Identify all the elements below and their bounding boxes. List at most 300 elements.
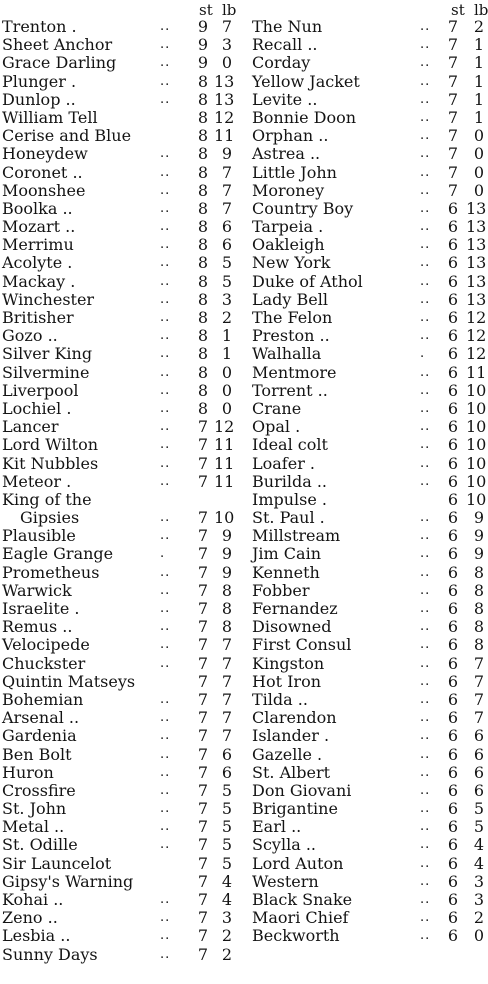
horse-name: Levite ..: [252, 89, 318, 109]
weight-pounds: 3: [221, 908, 232, 928]
weight-pounds: 1: [473, 53, 484, 73]
weight-pounds: 4: [221, 871, 232, 891]
horse-name: New York: [252, 253, 331, 273]
leader-dots: ..: [160, 164, 171, 180]
weight-entry: [2, 455, 240, 473]
weight-entry: [252, 836, 486, 854]
leader-dots: ..: [160, 910, 171, 926]
weight-pounds: 13: [466, 253, 487, 273]
horse-name: Liverpool: [2, 380, 79, 400]
weight-stone: 7: [197, 708, 208, 728]
weight-entry: [252, 545, 486, 563]
weight-entry: [2, 746, 240, 764]
horse-name: Jim Cain: [252, 544, 321, 564]
weight-stone: 6: [447, 562, 458, 582]
horse-name: Kingston: [252, 653, 325, 673]
weight-entry: [252, 673, 486, 691]
weight-pounds: 0: [473, 162, 484, 182]
weight-entry: [252, 364, 486, 382]
weight-pounds: 8: [221, 580, 232, 600]
weight-stone: 7: [197, 890, 208, 909]
leader-dots: ..: [420, 564, 431, 580]
leader-dots: ..: [420, 291, 431, 307]
weight-entry: [2, 400, 240, 418]
horse-name: Kohai ..: [2, 890, 64, 909]
weight-pounds: 5: [221, 853, 232, 873]
weight-pounds: 2: [221, 944, 232, 964]
weight-stone: 8: [197, 380, 208, 400]
weight-pounds: 0: [221, 380, 232, 400]
weight-stone: 7: [197, 653, 208, 673]
weight-stone: 6: [447, 526, 458, 546]
weight-stone: 7: [447, 126, 458, 146]
weight-stone: 6: [447, 671, 458, 691]
weight-stone: 8: [197, 198, 208, 218]
weight-entry: [252, 327, 486, 345]
weight-pounds: 5: [221, 835, 232, 855]
horse-name: Boolka ..: [2, 198, 73, 218]
horse-name: King of the: [2, 489, 92, 509]
weight-pounds: 8: [473, 635, 484, 655]
horse-name: Bohemian: [2, 689, 84, 709]
horse-name: Preston ..: [252, 326, 330, 346]
leader-dots: ..: [160, 564, 171, 580]
horse-name: Black Snake: [252, 890, 353, 909]
weight-pounds: 0: [473, 926, 484, 946]
weight-pounds: 5: [221, 253, 232, 273]
horse-name: Gipsies: [20, 508, 80, 528]
leader-dots: ..: [160, 200, 171, 216]
horse-name: Metal ..: [2, 817, 65, 837]
weight-pounds: 10: [466, 435, 487, 455]
weight-pounds: 5: [473, 817, 484, 837]
leader-dots: ..: [160, 400, 171, 416]
weight-entry: [2, 73, 240, 91]
weight-entry: [252, 655, 486, 673]
horse-name: The Nun: [252, 17, 323, 36]
leader-dots: ..: [160, 728, 171, 744]
horse-name: Gozo ..: [2, 326, 58, 346]
horse-name: Lancer: [2, 417, 59, 437]
weight-stone: 7: [197, 908, 208, 928]
weight-entry: [2, 582, 240, 600]
leader-dots: ..: [420, 437, 431, 453]
weight-pounds: 9: [221, 526, 232, 546]
weight-pounds: 7: [473, 689, 484, 709]
horse-name: Britisher: [2, 308, 74, 327]
horse-name: St. Odille: [2, 835, 78, 855]
leader-dots: ..: [420, 764, 431, 780]
weight-stone: 7: [197, 453, 208, 473]
weight-pounds: 12: [466, 308, 487, 327]
weight-stone: 7: [197, 689, 208, 709]
leader-dots: ..: [160, 219, 171, 235]
horse-name: Quintin Matseys: [2, 671, 136, 691]
horse-name: Country Boy: [252, 198, 354, 218]
weight-stone: 7: [447, 35, 458, 55]
weight-pounds: 13: [466, 289, 487, 309]
weight-entry: [2, 727, 240, 745]
horse-name: Chuckster: [2, 653, 86, 673]
weight-pounds: 6: [473, 726, 484, 746]
weight-pounds: 10: [466, 471, 487, 491]
horse-name: Fernandez: [252, 599, 338, 618]
weight-pounds: 12: [214, 107, 235, 127]
weight-pounds: 10: [466, 398, 487, 418]
weight-entry: [252, 273, 486, 291]
weight-stone: 7: [197, 417, 208, 437]
leader-dots: ..: [420, 164, 431, 180]
weight-pounds: 10: [466, 380, 487, 400]
horse-name: Mozart ..: [2, 217, 76, 237]
weight-entry: [252, 109, 486, 127]
horse-name: Ben Bolt: [2, 744, 72, 764]
weight-pounds: 7: [221, 635, 232, 655]
weight-stone: 6: [447, 544, 458, 564]
weight-stone: 6: [447, 326, 458, 346]
weight-entry: [252, 382, 486, 400]
weight-stone: 8: [197, 162, 208, 182]
weight-pounds: 6: [221, 217, 232, 237]
leader-dots: ..: [160, 273, 171, 289]
right-column: [252, 0, 486, 946]
weight-entry: [252, 927, 486, 945]
weight-entry: [2, 364, 240, 382]
leader-dots: ..: [420, 892, 431, 907]
leader-dots: ..: [420, 546, 431, 562]
weight-stone: 7: [447, 53, 458, 73]
weight-pounds: 0: [221, 53, 232, 73]
weight-pounds: 7: [221, 708, 232, 728]
weight-pounds: 4: [473, 835, 484, 855]
weight-pounds: 12: [466, 344, 487, 364]
weight-entry: [252, 636, 486, 654]
weight-stone: 6: [447, 617, 458, 637]
weight-stone: 6: [447, 799, 458, 819]
weight-entry: [2, 127, 240, 145]
weight-entry: [2, 109, 240, 127]
leader-dots: ..: [420, 582, 431, 598]
leader-dots: ..: [420, 473, 431, 489]
weight-pounds: 13: [466, 198, 487, 218]
horse-name: Eagle Grange: [2, 544, 114, 564]
horse-name: Tarpeia .: [252, 217, 324, 237]
weight-entry: [2, 564, 240, 582]
weight-entry: [252, 291, 486, 309]
weight-stone: 7: [197, 780, 208, 800]
leader-dots: ..: [160, 146, 171, 162]
leader-dots: ..: [160, 637, 171, 653]
weight-stone: 7: [197, 508, 208, 528]
weight-stone: 7: [197, 599, 208, 618]
weight-entry: [252, 709, 486, 727]
leader-dots: ..: [420, 37, 431, 53]
weight-stone: 6: [447, 635, 458, 655]
weight-pounds: 3: [473, 871, 484, 891]
weight-pounds: 7: [221, 726, 232, 746]
weight-entry: [252, 345, 486, 363]
leader-dots: ..: [160, 619, 171, 635]
weight-stone: 7: [447, 17, 458, 36]
weight-pounds: 6: [221, 235, 232, 255]
weight-entry: [2, 545, 240, 563]
weight-stone: 7: [197, 635, 208, 655]
horse-name: Scylla ..: [252, 835, 316, 855]
weight-stone: 7: [447, 144, 458, 164]
horse-name: Don Giovani: [252, 780, 352, 800]
weight-stone: 8: [197, 253, 208, 273]
weight-entry: [252, 727, 486, 745]
weight-stone: 7: [197, 944, 208, 964]
weight-entry: [252, 764, 486, 782]
leader-dots: ..: [420, 91, 431, 107]
weight-entry: [2, 473, 240, 491]
weight-pounds: 9: [221, 144, 232, 164]
weight-entry: [2, 164, 240, 182]
weight-entry: [252, 527, 486, 545]
weight-stone: 6: [447, 198, 458, 218]
weight-pounds: 11: [466, 362, 487, 382]
weight-stone: 7: [447, 71, 458, 91]
pound-column-heading: lb: [222, 1, 237, 19]
horse-name: Silvermine: [2, 362, 90, 382]
weight-pounds: 9: [221, 562, 232, 582]
horse-name: Brigantine: [252, 799, 338, 819]
weight-stone: 7: [197, 926, 208, 946]
horse-name: Western: [252, 871, 319, 891]
weight-pounds: 7: [473, 653, 484, 673]
weight-pounds: 0: [473, 180, 484, 200]
weight-entry: [2, 618, 240, 636]
horse-name: Dunlop ..: [2, 89, 76, 109]
weight-stone: 7: [447, 89, 458, 109]
weight-entry: [2, 709, 240, 727]
weight-pounds: 4: [221, 890, 232, 909]
leader-dots: ..: [160, 655, 171, 671]
horse-name: Mentmore: [252, 362, 337, 382]
weight-entry: [2, 36, 240, 54]
weight-entry: [252, 91, 486, 109]
leader-dots: ..: [420, 601, 431, 616]
weight-entry: [2, 273, 240, 291]
left-entries: [2, 18, 240, 964]
weight-pounds: 10: [466, 489, 487, 509]
weight-pounds: 7: [473, 671, 484, 691]
leader-dots: ..: [160, 455, 171, 471]
weight-pounds: 5: [221, 271, 232, 291]
weight-pounds: 9: [473, 526, 484, 546]
weight-entry: [2, 782, 240, 800]
horse-name: Kit Nubbles: [2, 453, 99, 473]
leader-dots: ..: [420, 782, 431, 798]
leader-dots: ..: [160, 691, 171, 707]
weight-pounds: 5: [221, 817, 232, 837]
weight-pounds: 3: [473, 890, 484, 909]
weight-stone: 6: [447, 908, 458, 928]
horse-name: Burilda ..: [252, 471, 327, 491]
leader-dots: ..: [420, 837, 431, 853]
weight-pounds: 13: [466, 235, 487, 255]
horse-name: Duke of Athol: [252, 271, 363, 291]
weight-stone: 6: [447, 362, 458, 382]
weight-entry: [252, 600, 486, 618]
weight-pounds: 2: [473, 908, 484, 928]
leader-dots: ..: [420, 328, 431, 344]
weight-stone: 8: [197, 344, 208, 364]
weight-stone: 8: [197, 71, 208, 91]
leader-dots: ..: [160, 801, 171, 817]
horse-name: Trenton .: [2, 17, 77, 36]
horse-name: Lord Wilton: [2, 435, 98, 455]
weight-entry: [2, 218, 240, 236]
weight-stone: 6: [447, 744, 458, 764]
horse-name: Gipsy's Warning: [2, 871, 134, 891]
horse-name: Lady Bell: [252, 289, 328, 309]
leader-dots: ..: [420, 200, 431, 216]
leader-dots: ..: [160, 819, 171, 835]
weight-entry: [2, 327, 240, 345]
weight-entry: [252, 473, 486, 491]
horse-name: Kenneth: [252, 562, 320, 582]
weight-pounds: 7: [221, 671, 232, 691]
leader-dots: ..: [160, 182, 171, 198]
horse-name: Merrimu: [2, 235, 74, 255]
weight-stone: 7: [197, 817, 208, 837]
horse-name: Orphan ..: [252, 126, 329, 146]
weight-stone: 7: [197, 471, 208, 491]
weight-entry: [252, 582, 486, 600]
horse-name: St. John: [2, 799, 67, 819]
leader-dots: ..: [420, 128, 431, 144]
leader-dots: ..: [160, 601, 171, 616]
leader-dots: ..: [160, 837, 171, 853]
leader-dots: ..: [420, 109, 431, 125]
leader-dots: ..: [420, 619, 431, 635]
weight-stone: 8: [197, 89, 208, 109]
horse-name: Plausible: [2, 526, 76, 546]
weight-entry: [2, 873, 240, 891]
weight-stone: 9: [197, 17, 208, 36]
weight-stone: 6: [447, 308, 458, 327]
weight-entry: [2, 636, 240, 654]
weight-entry: [2, 655, 240, 673]
weight-entry: [2, 418, 240, 436]
weight-entry: [2, 909, 240, 927]
leader-dots: ..: [420, 801, 431, 817]
weight-stone: 7: [447, 180, 458, 200]
weight-pounds: 11: [214, 471, 235, 491]
horse-name: Earl ..: [252, 817, 302, 837]
weight-pounds: 12: [214, 417, 235, 437]
weight-pounds: 8: [473, 599, 484, 618]
horse-name: Acolyte .: [2, 253, 73, 273]
horse-name: Gazelle .: [252, 744, 323, 764]
weight-entry: [2, 254, 240, 272]
weight-stone: 6: [447, 271, 458, 291]
weight-stone: 7: [197, 835, 208, 855]
weight-entry: [252, 400, 486, 418]
weight-pounds: 11: [214, 126, 235, 146]
leader-dots: ..: [160, 946, 171, 962]
weight-entry: [252, 746, 486, 764]
weight-stone: 6: [447, 926, 458, 946]
horse-name: Beckworth: [252, 926, 340, 946]
weight-entry: [252, 127, 486, 145]
weight-entry: [252, 855, 486, 873]
leader-dots: ..: [420, 19, 431, 34]
horse-name: Torrent ..: [252, 380, 328, 400]
horse-name: Cerise and Blue: [2, 126, 132, 146]
horse-name: Sunny Days: [2, 944, 98, 964]
weight-entry: [252, 164, 486, 182]
weight-stone: 6: [447, 853, 458, 873]
horse-name: Mackay .: [2, 271, 76, 291]
horse-name: Sheet Anchor: [2, 35, 113, 55]
weight-pounds: 1: [473, 35, 484, 55]
horse-name: Maori Chief: [252, 908, 349, 928]
weight-entry: [2, 18, 240, 36]
leader-dots: ..: [420, 637, 431, 653]
weight-stone: 9: [197, 53, 208, 73]
weight-entry: [2, 145, 240, 163]
weight-stone: 6: [447, 289, 458, 309]
weight-entry: [2, 673, 240, 691]
horse-name: William Tell: [2, 107, 98, 127]
weight-pounds: 0: [221, 362, 232, 382]
weight-entry: [252, 73, 486, 91]
leader-dots: ..: [160, 892, 171, 907]
weight-pounds: 10: [466, 417, 487, 437]
leader-dots: ..: [420, 237, 431, 253]
weight-stone: 6: [447, 417, 458, 437]
weight-entry: [252, 218, 486, 236]
leader-dots: ..: [420, 219, 431, 235]
weight-pounds: 7: [473, 708, 484, 728]
weight-entry: [252, 491, 486, 509]
weight-stone: 8: [197, 398, 208, 418]
weight-stone: 7: [197, 726, 208, 746]
horse-name: Astrea ..: [252, 144, 321, 164]
leader-dots: ..: [160, 364, 171, 380]
weight-stone: 6: [447, 380, 458, 400]
leader-dots: ..: [420, 528, 431, 544]
leader-dots: ..: [160, 510, 171, 526]
horse-name: Crane: [252, 398, 302, 418]
leader-dots: ..: [420, 255, 431, 271]
weight-entry: [252, 455, 486, 473]
weight-stone: 7: [197, 671, 208, 691]
leader-dots: ..: [420, 419, 431, 435]
horse-name: Lesbia ..: [2, 926, 71, 946]
leader-dots: ..: [420, 73, 431, 89]
leader-dots: ..: [420, 655, 431, 671]
weight-entry: [252, 873, 486, 891]
weight-stone: 6: [447, 780, 458, 800]
weight-pounds: 7: [221, 162, 232, 182]
weight-entry: [252, 891, 486, 909]
weight-entry: [2, 291, 240, 309]
weight-stone: 6: [447, 235, 458, 255]
leader-dots: ..: [420, 182, 431, 198]
leader-dots: ..: [420, 746, 431, 762]
horse-name: Silver King: [2, 344, 93, 364]
weight-stone: 6: [447, 653, 458, 673]
weight-stone: 6: [447, 453, 458, 473]
weight-stone: 6: [447, 708, 458, 728]
weight-pounds: 7: [221, 198, 232, 218]
weight-entry: [2, 309, 240, 327]
horse-name: Remus ..: [2, 617, 73, 637]
